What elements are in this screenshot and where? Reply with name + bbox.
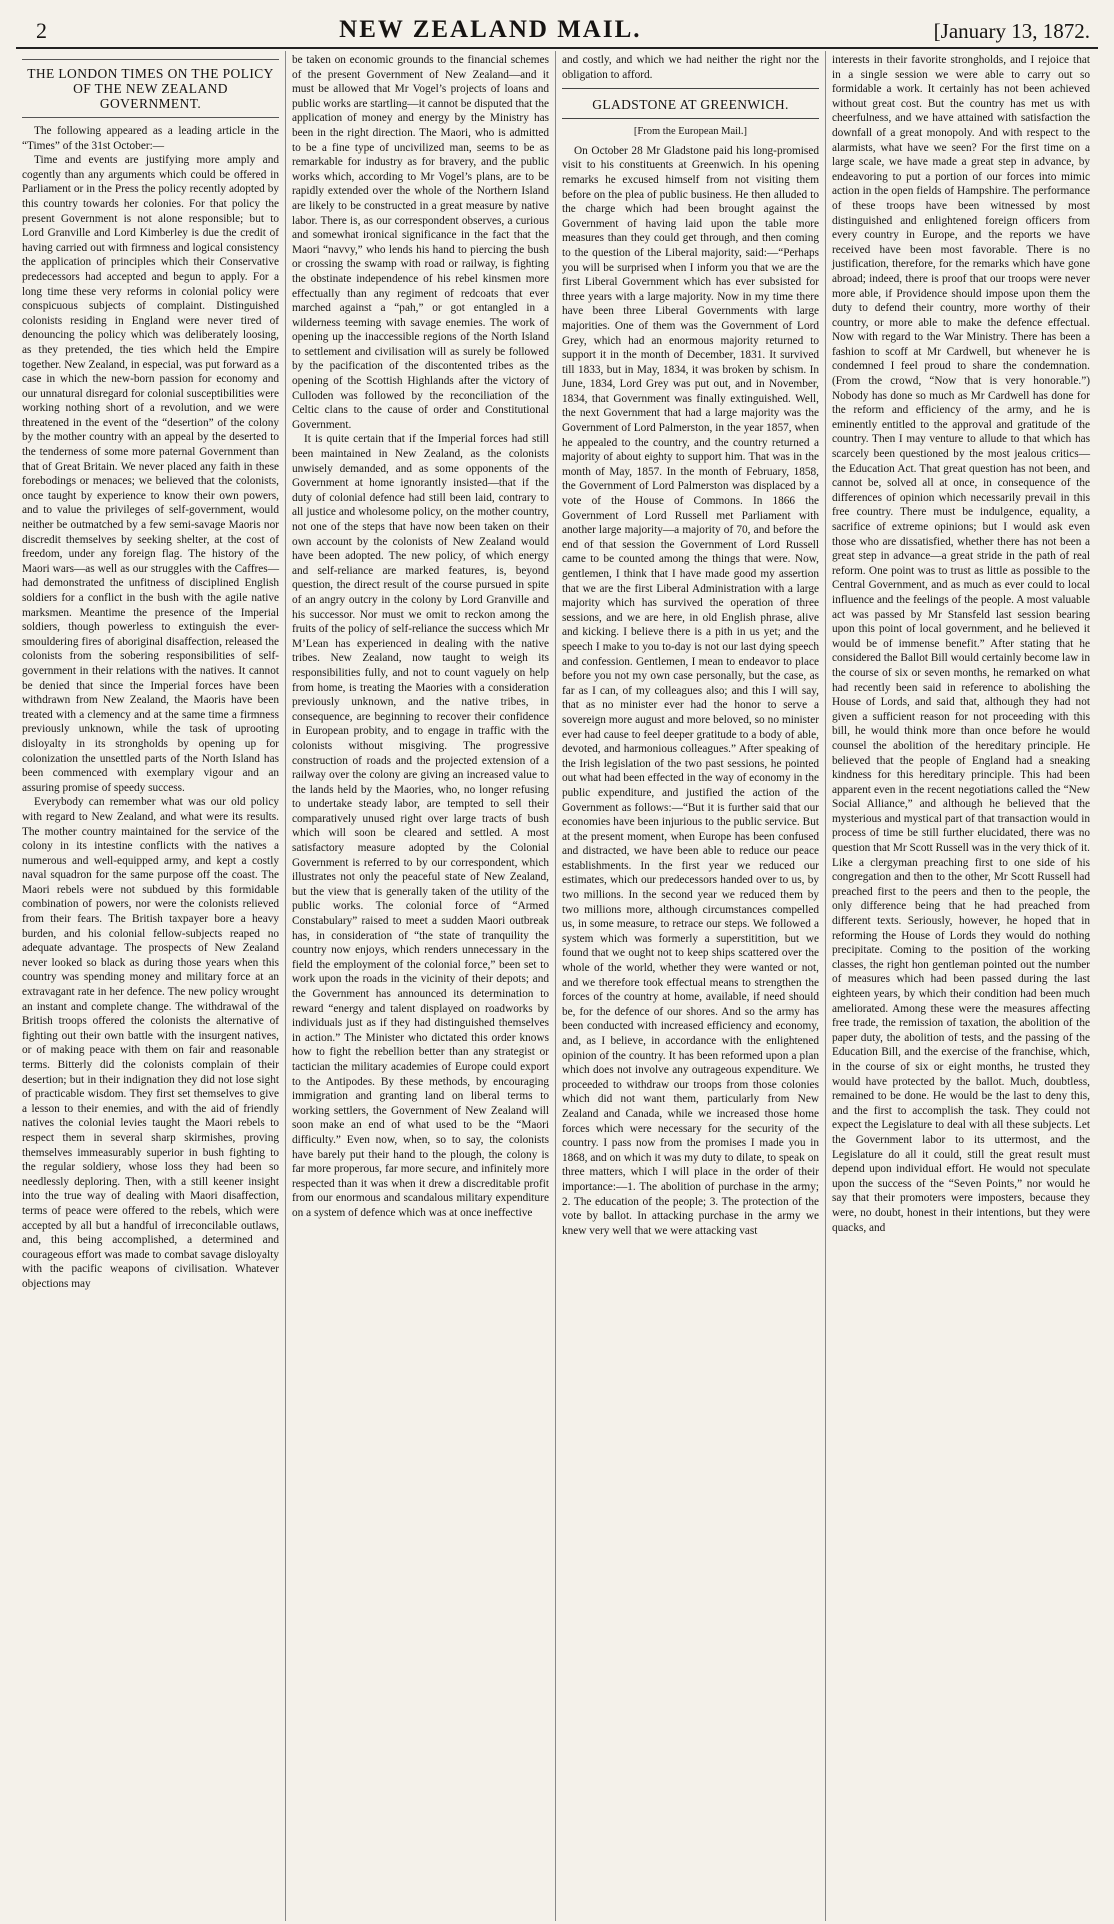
paragraph: On October 28 Mr Gladstone paid his long-promised visit to his constituents at Greenwich. In his opening remarks he excused himself from not visiting them before on the plea of public business. He then alluded to the charge which had been brought against the Government of having laid upon the table more measures than they could get through, and then coming to the question of the Liberal majority, said:—“Perhaps you will be surprised when I inform you that we are the first Liberal Government which has ever subsisted for three years with a large majority. Now in my time there have been three Liberal Governments with large majorities. One of them was the Government of Lord Grey, which had an enormous majority returned to support it in the month of December, 1831. It survived till 1833, but in May, 1834, it was broken by schism. In June, 1834, Lord Grey was put out, and in November, 1834, that Government was finally extinguished. Well, the next Government that had a large majority was the Government of Lord Palmerston, in the year 1857, when he appealed to the country, and the country returned a majority of about eighty to support him. That was in the month of May, 1857. In the month of February, 1858, the Government of Lord Palmerston was displaced by a vote of the House of Commons. In 1866 the Government of Lord Russell met Parliament with another large majority—a majority of 70, and before the end of that session the Government of Lord Russell came to be counted among the things that were. Now, gentlemen, I think that I have made good my assertion that we are the first Liberal Administration with a large majority which has survived the operation of three sessions, and we are here, in old English phrase, alive and kicking. I believe there is a pith in us yet; and the speech I make to you to-day is not our last dying speech and confession. Gentlemen, I mean to endeavor to place before you not my own case personally, but the case, as far as I can, of my colleagues also; and this I will say, that as no minister ever had the honor to serve a sovereign more august and more beloved, so no minister ever had cause to feel deeper gratitude to a body of able, devoted, and harmonious colleagues.” After speaking of the Irish legislation of the two past sessions, he pointed out what had been effected in the way of economy in the public expenditure, and justified the action of the Government as follows:—“But it is further said that our economies have been injurious to the public service. But at the present moment, when Europe has been confused and distracted, we have been able to reduce our peace establishments. In the first year we reduced our estimates, which our predecessors handed over to us, by two millions. In the second year we reduced them by two millions more, although circumstances compelled us, in some measure, to retrace our steps. We followed a system which was formerly a superstitition, but we found that we ought not to keep ships scattered over the whole of the world, whether they were wanted or not, and we therefore took effectual means to strengthen the forces of the country at home, available, if need should be, for the defence of our shores. And so the army has been conducted with increased efficiency and economy, and, as I believe, in accordance with the enlightened opinion of the country. It has been reformed upon a plan which does not involve any outrageous expenditure. We proceeded to withdraw our troops from those colonies which did not want them, particularly from New Zealand and Canada, while we increased those home forces which were necessary for the security of the country. I pass now from the promises I made you in 1868, and on which it was my duty to dilate, to speak on three matters, which I will place in the order of their importance:—1. The abolition of purchase in the army; 2. The education of the people; 3. The protection of the vote by ballot. In attacking purchase in the army we knew very well that we were attacking vast bbox=[562, 144, 819, 1237]
headline-rule bbox=[22, 59, 279, 60]
paragraph: and costly, and which we had neither the right nor the obligation to afford. bbox=[562, 54, 819, 81]
paragraph: interests in their favorite strongholds, and I rejoice that in a single session we were able to carry out so formidable a work. It certainly has not been achieved without great cost. But the country has met us with cheerfulness, and we have attained with satisfaction the downfall of a great monopoly. And with respect to the alarmists, what have we seen? For the first time on a large scale, we have made a great step in advance, by endeavoring to put a portion of our forces into mimic action in the open fields of Hampshire. The performance of these troops have been witnessed by most distinguished and enlightened foreign officers from every country in Europe, and the reports we have received have been most favorable. There is no justification, therefore, for the remarks which have gone abroad; indeed, there is proof that our troops were never more able, if Providence should impose upon them the duty to defend their country, more worthy of their country, or more able to make the defence effectual. Now with regard to the War Ministry. There has been a fashion to scoff at Mr Cardwell, but whenever he is condemned I feel proud to share the condemnation. (From the crowd, “Now that is very honorable.”) Nobody has done so much as Mr Cardwell has done for the reform and efficiency of the army, and he is eminently entitled to the approval and gratitude of the country. Then I may venture to allude to that which has scarcely been questioned by the most jealous critics—the Education Act. That great question has not been, and cannot be, solved all at once, in consequence of the differences of opinion which necessarily prevail in this free country. There must be indulgence, equality, a sacrifice of extreme opinions; but I would ask even those who are dissatisfied, whether there has not been a great step in advance—a great stride in the path of real reform. One point was to trust as little as possible to the Central Government, and as much as ever could to local influence and the feelings of the people. A most valuable act was passed by Mr Stansfeld last session bearing upon this point of local government, and he believed it would be of immense benefit.” After stating that he considered the Ballot Bill would certainly become law in the course of six or seven months, he remarked on what had recently been said in reference to abolishing the House of Lords, and said that, although they had not given a sufficient reason for not proceeding with this bill, he would think more than once before he would counsel the abolition of the hereditary principle. He believed that the people of England had a sneaking kindness for this hereditary principle. This had been apparent even in the recent negotiations called the “New Social Alliance,” and although he believed that the mysterious and mystical part of that transaction would in process of time be still further elucidated, there was no question that Mr Scott Russell was in the very thick of it. Like a clergyman preaching first to one side of his congregation and then to the other, Mr Scott Russell had preached first to the peers and then to the people, the only difference being that he had preached from different texts. Seriously, however, he hoped that in reforming the House of Lords they would do nothing precipitate. Coming to the position of the working classes, the right hon gentleman pointed out the number of measures which had been passed during the last eighteen years, by which their condition had been much ameliorated. Among these were the measures affecting free trade, the remission of taxation, the abolition of the paper duty, the abolition of tests, and the passing of the Education Bill, and the exercise of the franchise, which, in the course of six or eight months, he trusted they would have protected by the ballot. Much, doubtless, remained to be done. He would be the last to deny this, and the first to accomplish the task. They could not expect the Legislature to deal with all these subjects. Let the Government labor to its uttermost, and the Legislature do all it could, still the great result must depend upon individual effort. He would not speculate upon the success of the “Seven Points,” nor would he say that their promoters were imposters, because they were, no doubt, honest in their intentions, but they were quacks, and bbox=[832, 54, 1090, 1234]
paragraph: The following appeared as a leading article in the “Times” of the 31st October:— bbox=[22, 125, 279, 152]
issue-date: [January 13, 1872. bbox=[933, 19, 1090, 43]
paragraph: Time and events are justifying more amply and cogently than any arguments which could be offered in Parliament or in the Press the policy recently adopted by this country towards her colonies. For that policy the present Government is not alone responsible; but to Lord Granville and Lord Kimberley is due the credit of having carried out with firmness and logical consistency the application of principles which their Conservative predecessors had accepted and begun to apply. For a long time these very reforms in colonial policy were conspicuous subjects of complaint. Distinguished colonists residing in England were never tired of denouncing the policy which was deliberately loosing, as they pretended, the ties which held the Empire together. New Zealand, in especial, was put forward as a case in which the new-born passion for economy and our unnatural disregard for colonial susceptibilities were working nothing short of a revolution, and we were threatened in the event of the “desertion” of the colony by the mother country with an appeal by the deserted to the tenderness of some more paternal Government than that of Great Britain. We never placed any faith in these forebodings or menaces; we believed that the colonists, once taught by experience to know their own powers, and to value the privileges of self-government, would neither be outmatched by a few semi-savage Maoris nor discredit themselves by seeking shelter, at the cost of freedom, under any foreign flag. The history of the Maori wars—as well as our struggles with the Caffres—had demonstrated the unfitness of disciplined English soldiers for a conflict in the bush with the agile native marksmen. Meantime the presence of the Imperial soldiers, though powerless to extinguish the ever-smouldering fires of aboriginal disaffection, released the colonists from the sobering responsibilities of self-government in their relations with the natives. It cannot be denied that since the Imperial forces have been withdrawn from New Zealand, the Maoris have been treated with a clemency and at the same time a firmness previously unknown, while the task of uprooting disloyalty in its strongholds by opening up for colonization the unsettled parts of the North Island has been commenced with exemplary vigour and an assuring promise of speedy success. bbox=[22, 154, 279, 794]
headline-rule bbox=[22, 117, 279, 118]
page-number: 2 bbox=[36, 18, 47, 43]
article-2-source: [From the European Mail.] bbox=[633, 126, 748, 138]
article-2-headline: GLADSTONE AT GREENWICH. bbox=[562, 88, 819, 119]
columns bbox=[16, 51, 1098, 1921]
masthead bbox=[16, 10, 1098, 49]
paragraph: Everybody can remember what was our old policy with regard to New Zealand, and what were its results. The mother country maintained for the service of the colony in its intestine conflicts with the natives a numerous and well-equipped army, and kept a costly naval squadron for the same purpose off the coast. The Maori rebels were not subdued by this formidable combination of powers, nor were the colonists relieved from their fears. The British taxpayer bore a heavy burden, and his colonial fellow-subjects reaped no adequate advantage. The prospects of New Zealand never looked so black as during those years when this country was spending money and military force at an extravagant rate in her defence. The new policy wrought an instant and complete change. The withdrawal of the British troops offered the colonists the alternative of fighting out their own battle with the insurgent natives, or of making peace with them on fair and reasonable terms. Bitterly did the colonists complain of their desertion; but in their indignation they did not lose sight of practicable wisdom. They first set themselves to give a lesson to their enemies, and with the aid of friendly natives the colonial levies taught the Maori rebels to respect them in several sharp skirmishes, proving themselves immeasurably superior in bush fighting to the regular soldiery, whose loss they had been so needlessly deploring. Then, with a still keener insight into the true way of dealing with Maori disaffection, terms of peace were offered to the rebels, which were accepted by all but a handful of irreconcilable outlaws, and, this being accomplished, a determined and courageous effort was made to combat savage disloyalty with the pacific weapons of civilisation. Whatever objections may bbox=[22, 796, 279, 1290]
newspaper-title: NEW ZEALAND MAIL. bbox=[339, 16, 642, 43]
paragraph: be taken on economic grounds to the financial schemes of the present Government of New Zealand—and it must be allowed that Mr Vogel’s projects of loans and public works are startling—it cannot be disputed that the application of money and energy by the Ministry has been in the right direction. The Maori, who is admitted to be a fine type of uncivilized man, seems to be as remarkable for industry as for bravery, and the public works which, according to Mr Vogel’s plans, are to be rapidly extended over the whole of the Northern Island are likely to be constructed in a great measure by native labor. There is, as our correspondent observes, a curious and somewhat ironical significance in the fact that the Maori “navvy,” who lends his hand to piercing the bush or crossing the swamp with road or railway, is fighting the obstinate independence of his rebel kinsmen more effectually than any regiment of redcoats that ever marched against a “pah,” or got entangled in a wilderness teeming with savage enemies. The work of opening up the inaccessible regions of the North Island to settlement and civilisation will as surely be followed by the pacification of the discontented tribes as the opening of the Scottish Highlands after the victory of Culloden was followed by the reconciliation of the Celtic clans to the cause of order and Constitutional Government. bbox=[292, 54, 549, 431]
paragraph: It is quite certain that if the Imperial forces had still been maintained in New Zealand, as the colonists unwisely demanded, and as some opponents of the Government at home ignorantly insisted—that if the duty of colonial defence had still been laid, contrary to all justice and wholesome policy, on the mother country, not one of the steps that have now been taken on their own account by the colonists of New Zealand would have been adopted. The new policy, of which energy and self-reliance are marked features, is, beyond question, the direct result of the course pursued in spite of an angry outcry in the colony by Lord Granville and his successor. Nor must we omit to reckon among the fruits of the policy of self-reliance the success which Mr M’Lean has experienced in dealing with the native tribes. New Zealand, now taught to weigh its responsibilities fully, and not to count vaguely on help from home, is treating the Maories with a consideration previously unknown, and the native tribes, in consequence, are beginning to recover their confidence in European probity, and to engage in traffic with the colonists without misgiving. The progressive construction of roads and the projected extension of a railway over the colony are giving an increased value to the lands held by the Maories, who, no longer refusing to undertake steady labor, are tempted to sell their comparatively unused right over large tracts of bush which will soon be cleared and settled. A most satisfactory measure adopted by the Colonial Government is referred to by our correspondent, which illustrates not only the peaceful state of New Zealand, but the view that is generally taken of the utility of the public works. The colonial force of “Armed Constabulary” raised to meet a sudden Maori outbreak has, in consideration of “the state of tranquility the country now enjoys, which renders unnecessary in the field the employment of the colonial force,” been set to work upon the roads in the vicinity of their depots; and the Government has announced its determination to reward “energy and talent displayed on roadworks by individuals just as if they had distinguished themselves in action.” The Minister who dictated this order knows how to fight the rebellion better than any strategist or tactician the military academies of Europe could export to the Antipodes. By these methods, by encouraging immigration and granting land on liberal terms to working settlers, the Government of New Zealand will soon make an end of what used to be the “Maori difficulty.” Even now, when, so to say, the colonists have barely put their hand to the plough, the colony is far more properous, far more secure, and infinitely more respected than it was when it drew a discreditable profit from our enormous and scandalous military expenditure on a system of defence which was at once ineffective bbox=[292, 433, 549, 1219]
article-1-headline: THE LONDON TIMES ON THE POLICY OF THE NEW ZEALAND GOVERNMENT. bbox=[27, 66, 274, 111]
column-2 bbox=[286, 51, 556, 1921]
column-4 bbox=[826, 51, 1096, 1921]
column-3 bbox=[556, 51, 826, 1921]
column-1 bbox=[16, 51, 286, 1921]
